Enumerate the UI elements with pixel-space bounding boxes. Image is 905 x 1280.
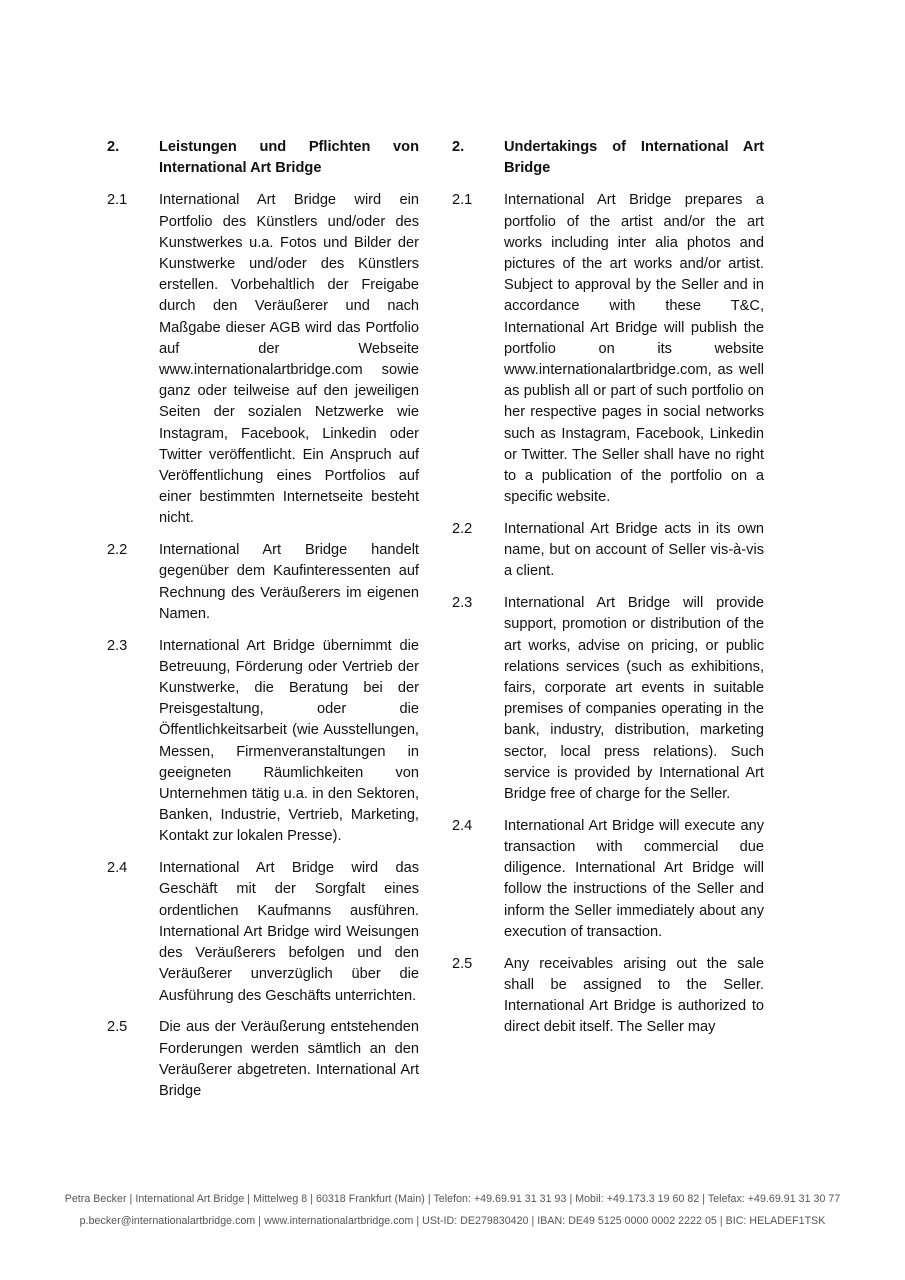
english-clause-2-2 [452,519,764,583]
english-section-heading [452,137,764,179]
english-clause-2-1 [452,190,764,508]
german-column [107,137,419,1113]
english-section-number: 2. [452,139,465,155]
german-clause-2-2 [107,540,419,625]
clause-number: 2.5 [452,955,473,972]
clause-number: 2.1 [452,192,473,209]
clause-text: International Art Bridge handelt gegenüber dem Kaufinteressenten auf Rechnung des Veräußerers im eigenen Namen. [159,542,419,622]
german-section-number: 2. [107,139,120,155]
clause-number: 2.2 [452,521,473,538]
english-clause-2-3 [452,593,764,805]
german-clause-2-4 [107,858,419,1006]
clause-text: International Art Bridge acts in its own name, but on account of Seller vis-à-vis a client. [504,521,764,580]
english-section-title: Undertakings of International Art Bridge [504,139,764,177]
german-section-title: Leistungen und Pflichten von International Art Bridge [159,139,419,177]
footer-banking-line: p.becker@internationalartbridge.com | www.internationalartbridge.com | USt-ID: DE279830420 | IBAN: DE49 5125 0000 0002 2222 05 | BIC: HELADEF1TSK [79,1215,826,1227]
english-column [452,137,764,1049]
clause-text: International Art Bridge will provide support, promotion or distribution of the art works, advise on pricing, or public relations services (such as exhibitions, fairs, corporate art events in suitable premises of companies operating in the bank, industry, distribution, marketing sector, local press relations). Such service is provided by International Art Bridge free of charge for the Seller. [504,595,764,803]
german-clause-2-3 [107,636,419,848]
clause-text: International Art Bridge übernimmt die Betreuung, Förderung oder Vertrieb der Kunstwerke, die Beratung bei der Preisgestaltung, oder die Öffentlichkeitsarbeit (wie Ausstellungen, Messen, Firmenveranstaltungen in geeigneten Räumlichkeiten von Unternehmen tätig u.a. in den Sektoren, Banken, Industrie, Vertrieb, Marketing, Kontakt zur lokalen Presse). [159,637,419,845]
german-clause-2-1 [107,190,419,529]
clause-text: International Art Bridge will execute any transaction with commercial due diligence. International Art Bridge will follow the instructions of the Seller and inform the Seller immediately about any execution of transaction. [504,817,764,940]
clause-text: Die aus der Veräußerung entstehenden Forderungen werden sämtlich an den Veräußerer abgetreten. International Art Bridge [159,1019,419,1099]
german-clause-2-5 [107,1017,419,1102]
clause-text: International Art Bridge prepares a portfolio of the artist and/or the art works including inter alia photos and pictures of the art works and/or artist. Subject to approval by the Seller and in accordance with these T&C, International Art Bridge will publish the portfolio on its website www.internationalartbridge.com, as well as publish all or part of such portfolio on her respective pages in social networks such as Instagram, Facebook, Linkedin or Twitter. The Seller shall have no right to a publication of the portfolio on a specific website. [504,192,764,506]
english-clause-2-5 [452,954,764,1039]
english-clause-2-4 [452,816,764,943]
german-section-heading [107,137,419,179]
clause-number: 2.4 [452,817,473,834]
clause-number: 2.5 [107,1019,128,1036]
clause-number: 2.4 [107,860,128,877]
footer-contact-line: Petra Becker | International Art Bridge | Mittelweg 8 | 60318 Frankfurt (Main) | Telefon: +49.69.91 31 31 93 | Mobil: +49.173.3 19 60 82 | Telefax: +49.69.91 31 30 77 [64,1193,841,1205]
clause-number: 2.2 [107,542,128,559]
clause-number: 2.3 [107,637,128,654]
clause-text: Any receivables arising out the sale shall be assigned to the Seller. International Art Bridge is authorized to direct debit itself. The Seller may [504,955,764,1036]
clause-number: 2.3 [452,595,473,612]
clause-text: International Art Bridge wird das Geschäft mit der Sorgfalt eines ordentlichen Kaufmanns ausführen. International Art Bridge wird Weisungen des Veräußerers befolgen und den Veräußerer unverzüglich über die Ausführung des Geschäfts unterrichten. [159,860,419,1004]
clause-text: International Art Bridge wird ein Portfolio des Künstlers und/oder des Kunstwerkes u.a. Fotos und Bilder der Kunstwerke und/oder des Künstlers erstellen. Vorbehaltlich der Freigabe durch den Veräußerer und nach Maßgabe dieser AGB wird das Portfolio auf der Webseite www.internationalartbridge.com sowie ganz oder teilweise auf den jeweiligen Seiten der sozialen Netzwerke wie Instagram, Facebook, Linkedin oder Twitter veröffentlicht. Ein Anspruch auf Veröffentlichung eines Portfolios auf einer bestimmten Internetseite besteht nicht. [159,192,419,527]
clause-number: 2.1 [107,192,128,209]
